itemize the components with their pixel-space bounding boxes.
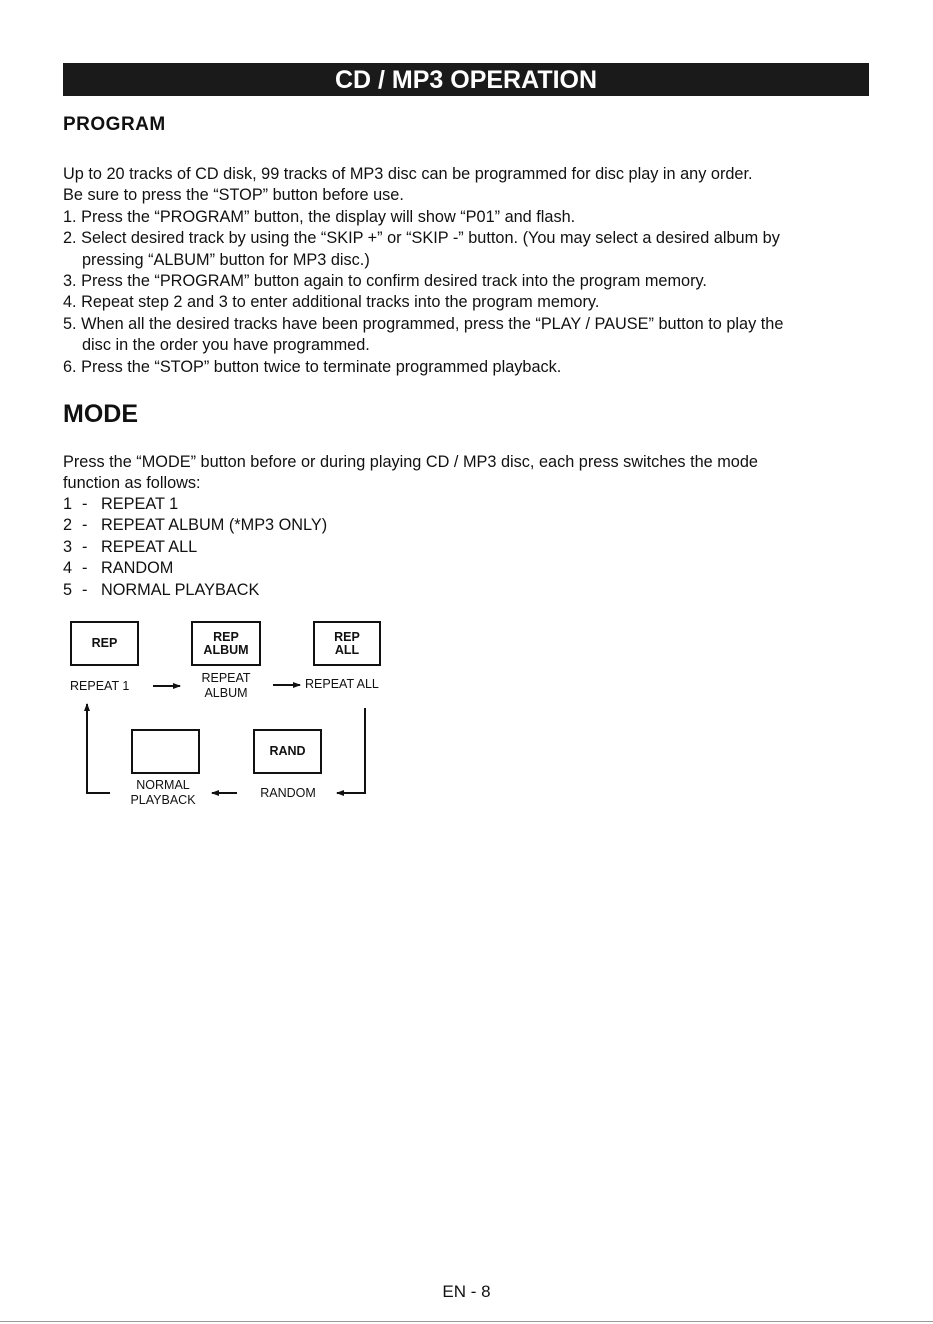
- label-repeat-album-line2: ALBUM: [204, 686, 248, 700]
- mode-item-label: REPEAT 1: [101, 495, 179, 513]
- program-step-2: 2. Select desired track by using the “SKIP +” or “SKIP -” button. (You may select a desired album by: [63, 229, 780, 248]
- mode-item-label: NORMAL PLAYBACK: [101, 580, 260, 599]
- program-step-2-continuation: pressing “ALBUM” button for MP3 disc.): [82, 250, 370, 269]
- program-step-3: 3. Press the “PROGRAM” button again to confirm desired track into the program memory.: [63, 272, 707, 291]
- label-repeat-album: [186, 671, 266, 701]
- display-rep-all-line1: REP: [334, 629, 360, 644]
- mode-item-number: 3: [63, 537, 73, 556]
- bottom-rule: [0, 1321, 933, 1322]
- program-step-4: 4. Repeat step 2 and 3 to enter additional tracks into the program memory.: [63, 293, 600, 312]
- display-rep-all-line2: ALL: [334, 642, 360, 657]
- mode-item-dash: -: [82, 495, 88, 513]
- display-rand-text: RAND: [269, 744, 306, 758]
- mode-item-number: 2: [63, 516, 73, 535]
- mode-item-label: REPEAT ALBUM (*MP3 ONLY): [101, 516, 328, 535]
- display-normal-blank: [131, 729, 200, 774]
- page-title: CD / MP3 OPERATION: [63, 63, 869, 96]
- label-repeat-all: REPEAT ALL: [305, 677, 379, 691]
- program-step-1: 1. Press the “PROGRAM” button, the display will show “P01” and flash.: [63, 207, 576, 226]
- label-repeat-1: REPEAT 1: [70, 679, 130, 693]
- display-rep-all: [313, 621, 381, 666]
- mode-intro-line: function as follows:: [63, 474, 201, 493]
- mode-item-number: 4: [63, 559, 73, 578]
- mode-item-label: RANDOM: [101, 559, 174, 578]
- display-rand: [253, 729, 322, 774]
- connector-all-to-random: [337, 708, 365, 793]
- program-heading: PROGRAM: [63, 114, 166, 135]
- mode-item-dash: -: [82, 537, 88, 556]
- mode-item-dash: -: [82, 580, 88, 599]
- program-intro-line: Up to 20 tracks of CD disk, 99 tracks of MP3 disc can be programmed for disc play in any order.: [63, 165, 753, 183]
- program-step-5: 5. When all the desired tracks have been programmed, press the “PLAY / PAUSE” button to play the: [63, 314, 784, 333]
- label-random: RANDOM: [260, 786, 316, 800]
- mode-item-dash: -: [82, 559, 88, 578]
- mode-heading: MODE: [63, 400, 138, 428]
- program-step-5-continuation: disc in the order you have programmed.: [82, 336, 370, 355]
- label-normal-line1: NORMAL: [136, 778, 190, 792]
- program-intro-line: Be sure to press the “STOP” button before use.: [63, 186, 404, 205]
- connector-normal-to-repeat1: [87, 704, 110, 793]
- mode-intro-line: Press the “MODE” button before or during playing CD / MP3 disc, each press switches the mode: [63, 453, 758, 471]
- display-rep-text: REP: [91, 636, 118, 650]
- mode-item-label: REPEAT ALL: [101, 537, 198, 556]
- mode-item-number: 5: [63, 580, 73, 599]
- display-rep: [70, 621, 139, 666]
- mode-item-number: 1: [63, 495, 73, 513]
- label-repeat-album-line1: REPEAT: [201, 671, 251, 685]
- label-normal-line2: PLAYBACK: [130, 793, 196, 807]
- display-rep-album-line2: ALBUM: [203, 642, 249, 657]
- page-number: EN - 8: [442, 1282, 491, 1301]
- program-step-6: 6. Press the “STOP” button twice to terminate programmed playback.: [63, 357, 562, 376]
- display-rep-album: [191, 621, 261, 666]
- mode-item-dash: -: [82, 516, 88, 535]
- display-rep-album-line1: REP: [213, 629, 239, 644]
- label-normal-playback: [118, 778, 208, 808]
